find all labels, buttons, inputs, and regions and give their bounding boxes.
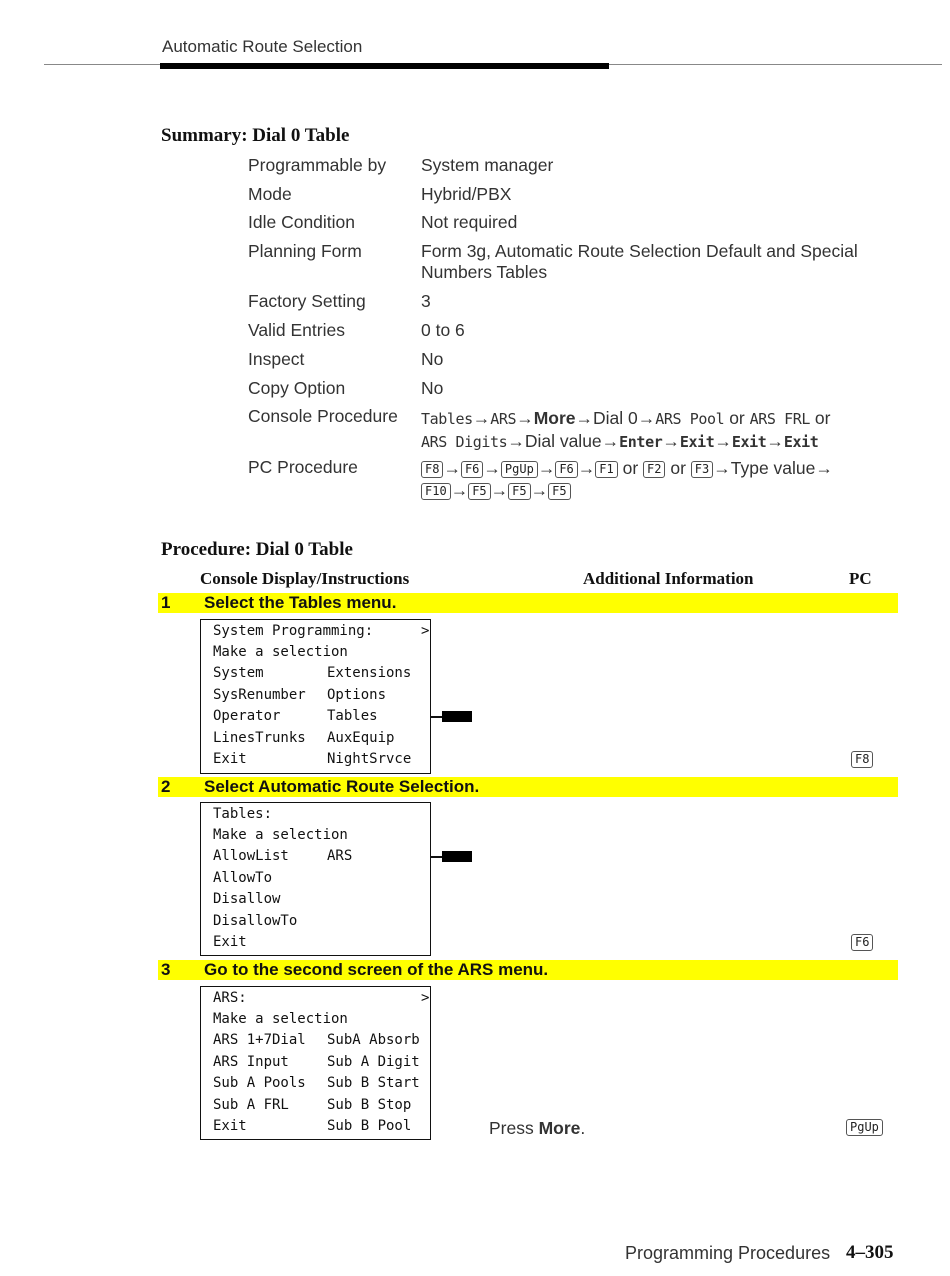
screen-line: LinesTrunks AuxEquip xyxy=(213,730,395,746)
screen-line: ARS 1+7Dial SubA Absorb xyxy=(213,1032,420,1048)
cmd: Exit xyxy=(679,433,715,451)
key-icon: F5 xyxy=(548,483,570,500)
console-procedure xyxy=(421,407,891,453)
cmd: ARS xyxy=(490,410,517,428)
key-icon: F6 xyxy=(461,461,483,478)
arrow: → xyxy=(537,458,556,478)
summary-label: Planning Form xyxy=(248,241,362,261)
screen-line: System Extensions xyxy=(213,665,412,681)
screen-line: DisallowTo xyxy=(213,913,298,929)
step-number: 3 xyxy=(161,960,171,979)
screen-line: Operator Tables xyxy=(213,708,378,724)
console-screen xyxy=(200,802,431,956)
screen-line: Disallow xyxy=(213,891,281,907)
screen-line: Make a selection xyxy=(213,644,348,660)
column-header-console: Console Display/Instructions xyxy=(200,569,410,588)
arrow: → xyxy=(714,431,732,451)
key-icon: F2 xyxy=(643,461,665,478)
arrow: → xyxy=(577,458,596,478)
screen-line: ARS Input Sub A Digit xyxy=(213,1054,420,1070)
arrow: → xyxy=(483,458,501,478)
arrow: → xyxy=(507,431,525,451)
step-instruction: Go to the second screen of the ARS menu. xyxy=(204,960,549,979)
column-header-pc: PC xyxy=(849,569,872,588)
key-icon: F3 xyxy=(691,461,713,478)
or-text: or xyxy=(814,408,831,428)
screen-line: AllowTo xyxy=(213,870,273,886)
pc-key xyxy=(851,934,873,952)
column-header-info: Additional Information xyxy=(583,569,754,588)
arrow: → xyxy=(601,431,620,451)
key-icon: F5 xyxy=(508,483,530,500)
screen-line: Sub A Pools Sub B Start xyxy=(213,1075,420,1091)
or-text: or xyxy=(670,458,686,478)
summary-title: Summary: Dial 0 Table xyxy=(161,125,350,146)
page-number: 4–305 xyxy=(846,1242,894,1263)
console-screen xyxy=(200,986,431,1140)
footer-section: Programming Procedures xyxy=(625,1243,831,1263)
summary-value: Form 3g, Automatic Route Selection Default and Special Numbers Tables xyxy=(421,241,858,282)
screen-line: Exit xyxy=(213,934,247,950)
screen-line: SysRenumber Options xyxy=(213,687,387,703)
additional-info: Press More. xyxy=(489,1118,586,1138)
arrow: → xyxy=(530,480,549,500)
screen-line: Exit NightSrvce xyxy=(213,751,412,767)
screen-line: Sub A FRL Sub B Stop xyxy=(213,1097,412,1113)
summary-label: Programmable by xyxy=(248,155,387,175)
header-bar xyxy=(160,63,609,69)
cmd: ARS Digits xyxy=(421,433,508,451)
cmd: Exit xyxy=(783,433,819,451)
arrow: → xyxy=(637,408,656,428)
summary-value: 0 to 6 xyxy=(421,320,465,340)
step-number: 1 xyxy=(161,593,171,612)
screen-line: Make a selection xyxy=(213,1011,348,1027)
selection-pointer-icon xyxy=(442,711,472,722)
arrow: → xyxy=(516,408,534,428)
arrow: → xyxy=(472,408,491,428)
cmd: Enter xyxy=(619,433,663,451)
cmd: Tables xyxy=(421,410,473,428)
arrow: → xyxy=(490,480,509,500)
screen-line: AllowList ARS xyxy=(213,848,353,864)
arrow: → xyxy=(450,480,469,500)
or-text: or xyxy=(729,408,745,428)
pc-key xyxy=(846,1119,883,1137)
pc-key xyxy=(851,751,873,769)
summary-label: Valid Entries xyxy=(248,320,345,340)
step-instruction: Select the Tables menu. xyxy=(204,593,397,612)
cmd: Exit xyxy=(731,433,767,451)
summary-label: Mode xyxy=(248,184,292,204)
key-icon: F1 xyxy=(595,461,617,478)
summary-value: 3 xyxy=(421,291,431,311)
key-icon: PgUp xyxy=(846,1119,883,1136)
summary-value: No xyxy=(421,378,444,398)
or-text: or xyxy=(622,458,639,478)
console-screen xyxy=(200,619,431,774)
screen-line: Tables: xyxy=(213,806,273,822)
screen-line: Exit Sub B Pool xyxy=(213,1118,412,1134)
arrow: → xyxy=(815,458,833,478)
arrow: → xyxy=(713,458,731,478)
arrow: → xyxy=(662,431,680,451)
key-icon: F8 xyxy=(851,751,873,768)
key-icon: F10 xyxy=(421,483,451,500)
summary-label: Idle Condition xyxy=(248,212,356,232)
summary-label: PC Procedure xyxy=(248,457,358,477)
cmd: ARS Pool xyxy=(655,410,725,428)
summary-label: Factory Setting xyxy=(248,291,366,311)
key-icon: PgUp xyxy=(501,461,538,478)
step-text: Dial 0 xyxy=(593,408,638,428)
summary-value: Hybrid/PBX xyxy=(421,184,512,204)
arrow: → xyxy=(766,431,784,451)
key-icon: F8 xyxy=(421,461,443,478)
step-number: 2 xyxy=(161,777,171,796)
screen-line: System Programming: > xyxy=(213,623,430,639)
cmd: ARS FRL xyxy=(749,410,811,428)
running-header: Automatic Route Selection xyxy=(162,37,363,56)
step-text: Dial value xyxy=(524,431,602,451)
selection-pointer-icon xyxy=(442,851,472,862)
summary-value: System manager xyxy=(421,155,554,175)
summary-label: Copy Option xyxy=(248,378,346,398)
summary-label: Console Procedure xyxy=(248,406,398,426)
arrow: → xyxy=(443,458,461,478)
step-text: Type value xyxy=(730,458,816,478)
step-instruction: Select Automatic Route Selection. xyxy=(204,777,480,796)
key-icon: F5 xyxy=(468,483,490,500)
summary-label: Inspect xyxy=(248,349,305,369)
arrow: → xyxy=(575,408,594,428)
more-key: More xyxy=(533,408,576,428)
key-icon: F6 xyxy=(555,461,577,478)
procedure-title: Procedure: Dial 0 Table xyxy=(161,539,353,560)
summary-value: Not required xyxy=(421,212,518,232)
pc-procedure xyxy=(421,457,891,501)
summary-value: No xyxy=(421,349,444,369)
more-key: More xyxy=(538,1118,581,1138)
screen-line: ARS: > xyxy=(213,990,430,1006)
key-icon: F6 xyxy=(851,934,873,951)
screen-line: Make a selection xyxy=(213,827,348,843)
